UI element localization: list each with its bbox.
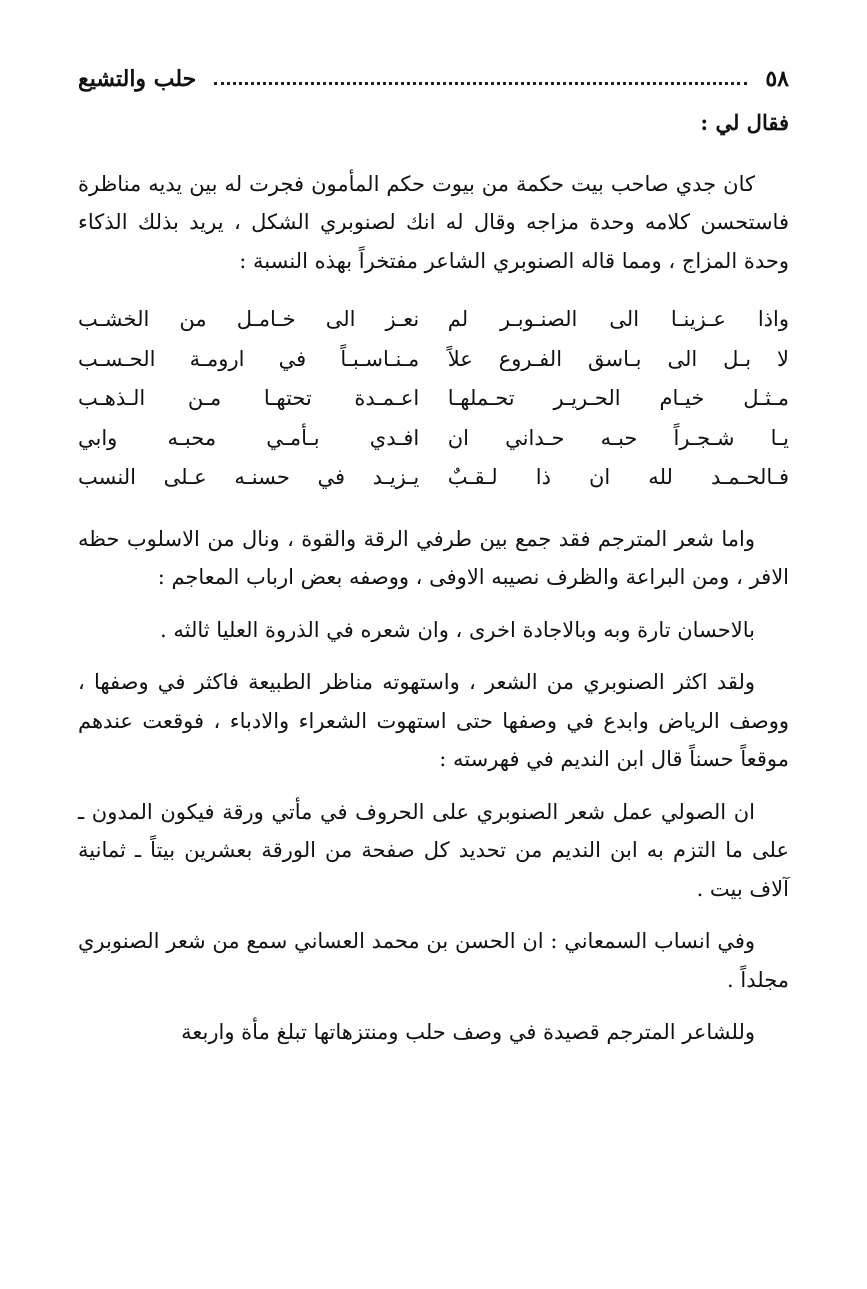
- paragraph-1: كان جدي صاحب بيت حكمة من بيوت حكم المأمون فجرت له بين يديه مناظرة فاستحسن كلامه وحدة مزاجه وقال له انك لصنوبري الشكل ، يريد بذلك الذكاء وحدة المزاج ، ومما قاله الصنوبري الشاعر مفتخراً بهذه النسبة :: [78, 171, 789, 273]
- verse-first-hemistich: واذا عـزينـا الى الصنـوبـر لم: [447, 307, 789, 331]
- poem-verse: [78, 379, 789, 419]
- paragraph-4: ولقد اكثر الصنوبري من الشعر ، واستهوته مناظر الطبيعة فاكثر في وصفها ، ووصف الرياض وابدع في وصفها حتى استهوت الشعراء والادباء ، فوقعت عندهم موقعاً حسناً قال ابن النديم في فهرسته :: [78, 670, 789, 771]
- page-number: ٥٨: [765, 66, 789, 92]
- paragraph-5: ان الصولي عمل شعر الصنوبري على الحروف في مأتي ورقة فيكون المدون ـ على ما التزم به ابن النديم من تحديد كل صفحة من الورقة بعشرين بيتاً ـ ثمانية آلاف بيت .: [78, 799, 789, 901]
- intro-line: فقال لي :: [700, 110, 789, 135]
- poem-verse: [78, 300, 789, 340]
- poem-verse: [78, 458, 789, 498]
- paragraph-3: بالاحسان تارة وبه وبالاجادة اخرى ، وان شعره في الذروة العليا ثالثه .: [160, 617, 755, 642]
- poem-verse: [78, 419, 789, 459]
- page-header: [78, 62, 789, 96]
- verse-first-hemistich: لا بـل الى بـاسق الفـروع علاً: [447, 346, 789, 371]
- paragraph-2: واما شعر المترجم فقد جمع بين طرفي الرقة والقوة ، ونال من الاسلوب حظه الافر ، ومن البراعة والظرف نصيبه الاوفى ، ووصفه بعض ارباب المعاجم :: [78, 526, 789, 589]
- verse-second-hemistich: نعـز الى خـامـل من الخشـب: [78, 307, 420, 331]
- verse-second-hemistich: مـنـاسـبـاً في ارومـة الحـسـب: [78, 346, 420, 371]
- poem-verse: [78, 340, 789, 380]
- poem: [78, 300, 789, 498]
- verse-second-hemistich: افـدي بـأمـي محبـه وابي: [78, 425, 420, 450]
- running-title: حلب والتشيع: [78, 66, 197, 92]
- verse-first-hemistich: مـثـل خيـام الحـريـر تحـملهـا: [447, 386, 789, 410]
- paragraph-6: وفي انساب السمعاني : ان الحسن بن محمد العساني سمع من شعر الصنوبري مجلداً .: [78, 929, 789, 992]
- verse-first-hemistich: يـا شـجـراً حبـه حـداني ان: [447, 425, 789, 450]
- dotted-leader: [214, 82, 747, 85]
- verse-second-hemistich: اعـمـدة تحتهـا مـن الـذهـب: [78, 386, 420, 410]
- verse-second-hemistich: يـزيـد في حسنـه عـلى النسب: [78, 465, 420, 489]
- page-body: [78, 104, 789, 1052]
- verse-first-hemistich: فـالحـمـد لله ان ذا لـقـبٌ: [447, 465, 789, 489]
- paragraph-7: وللشاعر المترجم قصيدة في وصف حلب ومنتزهاتها تبلغ مأة واربعة: [181, 1020, 755, 1044]
